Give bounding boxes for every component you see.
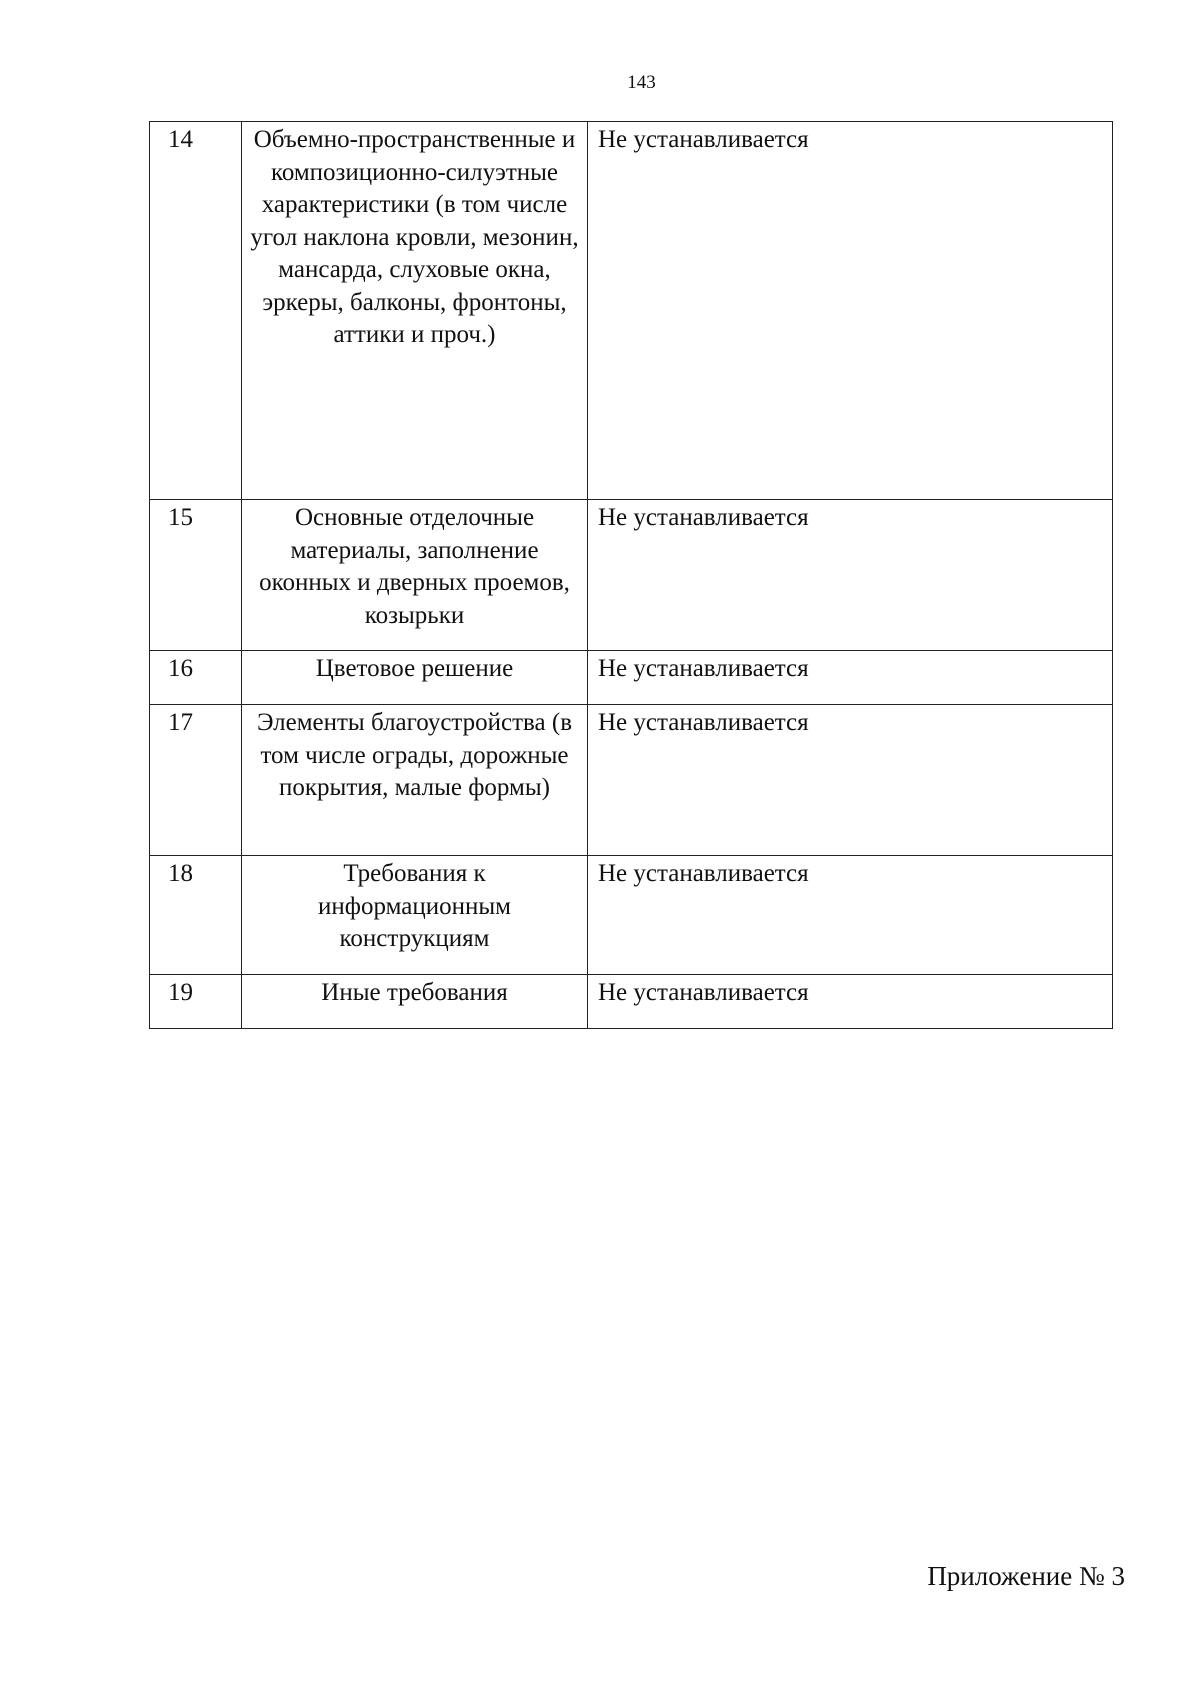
table-row: [150, 856, 1113, 975]
table-row: [150, 500, 1113, 651]
table-row: [150, 122, 1113, 500]
requirement-value: Не устанавливается: [588, 975, 1113, 1029]
row-number: 15: [150, 500, 242, 651]
requirement-name: Цветовое решение: [242, 651, 588, 705]
requirement-name: Элементы благоустройства (в том числе ограды, дорожные покрытия, малые формы): [242, 705, 588, 856]
row-number: 17: [150, 705, 242, 856]
row-number: 14: [150, 122, 242, 500]
requirement-value: Не устанавливается: [588, 651, 1113, 705]
requirement-name: Иные требования: [242, 975, 588, 1029]
requirement-value: Не устанавливается: [588, 856, 1113, 975]
table-row: [150, 975, 1113, 1029]
page-number: 143: [627, 72, 656, 93]
row-number: 16: [150, 651, 242, 705]
requirements-table: [149, 121, 1113, 1029]
table-row: [150, 705, 1113, 856]
requirement-value: Не устанавливается: [588, 122, 1113, 500]
row-number: 18: [150, 856, 242, 975]
requirement-name: Основные отделочные материалы, заполнение оконных и дверных проемов, козырьки: [242, 500, 588, 651]
requirement-name: Требования к информационным конструкциям: [242, 856, 588, 975]
appendix-label: Приложение № 3: [927, 1561, 1125, 1591]
row-number: 19: [150, 975, 242, 1029]
requirement-name: Объемно-пространственные и композиционно-силуэтные характеристики (в том числе угол наклона кровли, мезонин, мансарда, слуховые окна, эркеры, балконы, фронтоны, аттики и проч.): [242, 122, 588, 500]
table-row: [150, 651, 1113, 705]
requirement-value: Не устанавливается: [588, 705, 1113, 856]
requirement-value: Не устанавливается: [588, 500, 1113, 651]
